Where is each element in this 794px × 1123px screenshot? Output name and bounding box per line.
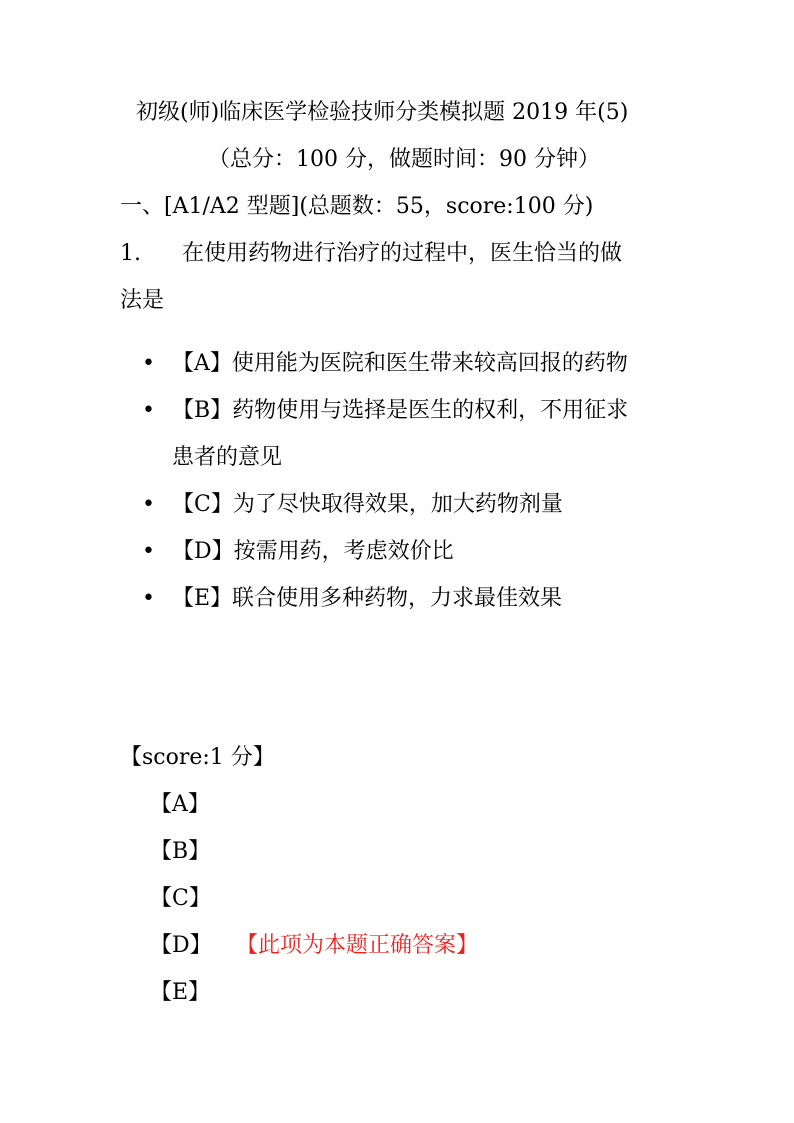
question-text-line-1: 在使用药物进行治疗的过程中，医生恰当的做 <box>182 241 623 266</box>
option-c-label: 【C】为了尽快取得效果，加大药物剂量 <box>172 492 563 517</box>
answer-choice-d: 【D】 <box>150 933 212 958</box>
section-heading: 一、[A1/A2 型题](总题数：55，score:100 分) <box>120 194 594 219</box>
bullet-icon: • <box>142 351 155 376</box>
option-b <box>142 397 628 425</box>
option-e <box>142 585 562 613</box>
option-a-label: 【A】使用能为医院和医生带来较高回报的药物 <box>172 351 628 376</box>
bullet-icon: • <box>142 539 155 564</box>
answer-choice-e: 【E】 <box>150 980 211 1005</box>
page-title: 初级(师)临床医学检验技师分类模拟题 2019 年(5) <box>136 100 629 125</box>
option-b-continuation: 患者的意见 <box>172 445 283 470</box>
exam-meta: （总分：100 分，做题时间：90 分钟） <box>208 147 600 172</box>
answer-choice-b: 【B】 <box>150 839 211 864</box>
bullet-icon: • <box>142 492 155 517</box>
bullet-icon: • <box>142 586 155 611</box>
question-number: 1. <box>120 241 141 266</box>
answer-choice-a: 【A】 <box>150 792 210 817</box>
option-b-label: 【B】药物使用与选择是医生的权利，不用征求 <box>172 398 629 423</box>
question-score: 【score:1 分】 <box>120 745 275 770</box>
option-d <box>142 538 454 566</box>
correct-answer-note: 【此项为本题正确答案】 <box>236 933 479 958</box>
bullet-icon: • <box>142 398 155 423</box>
option-e-label: 【E】联合使用多种药物，力求最佳效果 <box>172 586 563 611</box>
option-d-label: 【D】按需用药，考虑效价比 <box>172 539 454 564</box>
option-c <box>142 491 563 519</box>
option-a <box>142 350 628 378</box>
question-text-line-2: 法是 <box>120 288 165 313</box>
answer-choice-c: 【C】 <box>150 886 211 911</box>
